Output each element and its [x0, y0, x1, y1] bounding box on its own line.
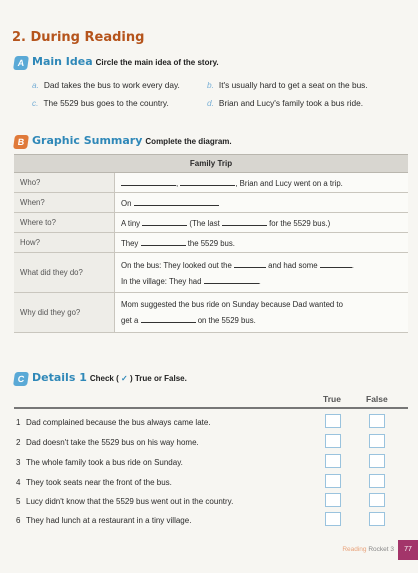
true-checkbox-4[interactable]: [325, 474, 341, 488]
statement-5: 5 Lucy didn't know that the 5529 bus went out in the country.: [16, 497, 234, 506]
statement-6: 6 They had lunch at a restaurant in a tiny village.: [16, 516, 192, 525]
answer-blank[interactable]: [320, 260, 352, 268]
row-value: , , Brian and Lucy went on a trip.: [115, 173, 409, 193]
details-title: Details 1: [32, 371, 87, 384]
true-column-header: True: [323, 394, 341, 404]
check-mark-icon: ✓: [121, 374, 128, 383]
section-a-badge: A: [13, 56, 29, 70]
row-label: Who?: [14, 173, 115, 193]
false-checkbox-1[interactable]: [369, 414, 385, 428]
row-value: Mom suggested the bus ride on Sunday because Dad wanted to get a on the 5529 bus.: [115, 293, 409, 333]
true-checkbox-1[interactable]: [325, 414, 341, 428]
choice-d[interactable]: d. Brian and Lucy's family took a bus ride.: [207, 98, 364, 108]
table-row-where: [14, 213, 408, 233]
main-idea-header: [14, 55, 219, 70]
details-instruction: Check ( ✓ ) True or False.: [89, 374, 187, 383]
answer-blank[interactable]: [204, 276, 259, 284]
row-label: How?: [14, 233, 115, 253]
false-column-header: False: [366, 394, 388, 404]
true-checkbox-3[interactable]: [325, 454, 341, 468]
true-checkbox-6[interactable]: [325, 512, 341, 526]
answer-blank[interactable]: [134, 198, 219, 206]
table-row-when: [14, 193, 408, 213]
answer-blank[interactable]: [222, 218, 267, 226]
row-value: On the bus: They looked out the and had some . In the village: They had .: [115, 253, 409, 293]
false-checkbox-5[interactable]: [369, 493, 385, 507]
family-trip-table: [14, 154, 408, 333]
row-label: Where to?: [14, 213, 115, 233]
divider: [14, 407, 408, 409]
graphic-summary-title: Graphic Summary: [32, 134, 143, 147]
answer-blank[interactable]: [234, 260, 266, 268]
answer-blank[interactable]: [141, 315, 196, 323]
page-number: 77: [398, 540, 418, 560]
answer-blank[interactable]: [142, 218, 187, 226]
false-checkbox-2[interactable]: [369, 434, 385, 448]
table-title: Family Trip: [14, 155, 408, 173]
table-row-what: [14, 253, 408, 293]
table-row-who: [14, 173, 408, 193]
true-checkbox-2[interactable]: [325, 434, 341, 448]
graphic-summary-instruction: Complete the diagram.: [145, 137, 232, 146]
row-label: Why did they go?: [14, 293, 115, 333]
choice-a[interactable]: a. Dad takes the bus to work every day.: [32, 80, 180, 90]
statement-3: 3 The whole family took a bus ride on Sunday.: [16, 458, 183, 467]
answer-blank[interactable]: [141, 238, 186, 246]
row-value: A tiny (The last for the 5529 bus.): [115, 213, 409, 233]
row-value: They the 5529 bus.: [115, 233, 409, 253]
section-b-badge: B: [13, 135, 29, 149]
choice-b[interactable]: b. It's usually hard to get a seat on the bus.: [207, 80, 368, 90]
choice-c[interactable]: c. The 5529 bus goes to the country.: [32, 98, 169, 108]
graphic-summary-header: [14, 134, 232, 149]
table-row-how: [14, 233, 408, 253]
false-checkbox-3[interactable]: [369, 454, 385, 468]
details-header: [14, 371, 187, 386]
statement-4: 4 They took seats near the front of the bus.: [16, 478, 172, 487]
false-checkbox-4[interactable]: [369, 474, 385, 488]
answer-blank[interactable]: [121, 178, 176, 186]
section-title: 2. During Reading: [12, 30, 145, 45]
footer-brand: Reading Rocket 3: [342, 546, 394, 553]
main-idea-title: Main Idea: [32, 55, 93, 68]
row-label: What did they do?: [14, 253, 115, 293]
table-row-why: [14, 293, 408, 333]
answer-blank[interactable]: [180, 178, 235, 186]
statement-1: 1 Dad complained because the bus always came late.: [16, 418, 211, 427]
false-checkbox-6[interactable]: [369, 512, 385, 526]
row-value: On: [115, 193, 409, 213]
statement-2: 2 Dad doesn't take the 5529 bus on his way home.: [16, 438, 199, 447]
true-checkbox-5[interactable]: [325, 493, 341, 507]
row-label: When?: [14, 193, 115, 213]
main-idea-instruction: Circle the main idea of the story.: [95, 58, 219, 67]
section-c-badge: C: [13, 372, 29, 386]
